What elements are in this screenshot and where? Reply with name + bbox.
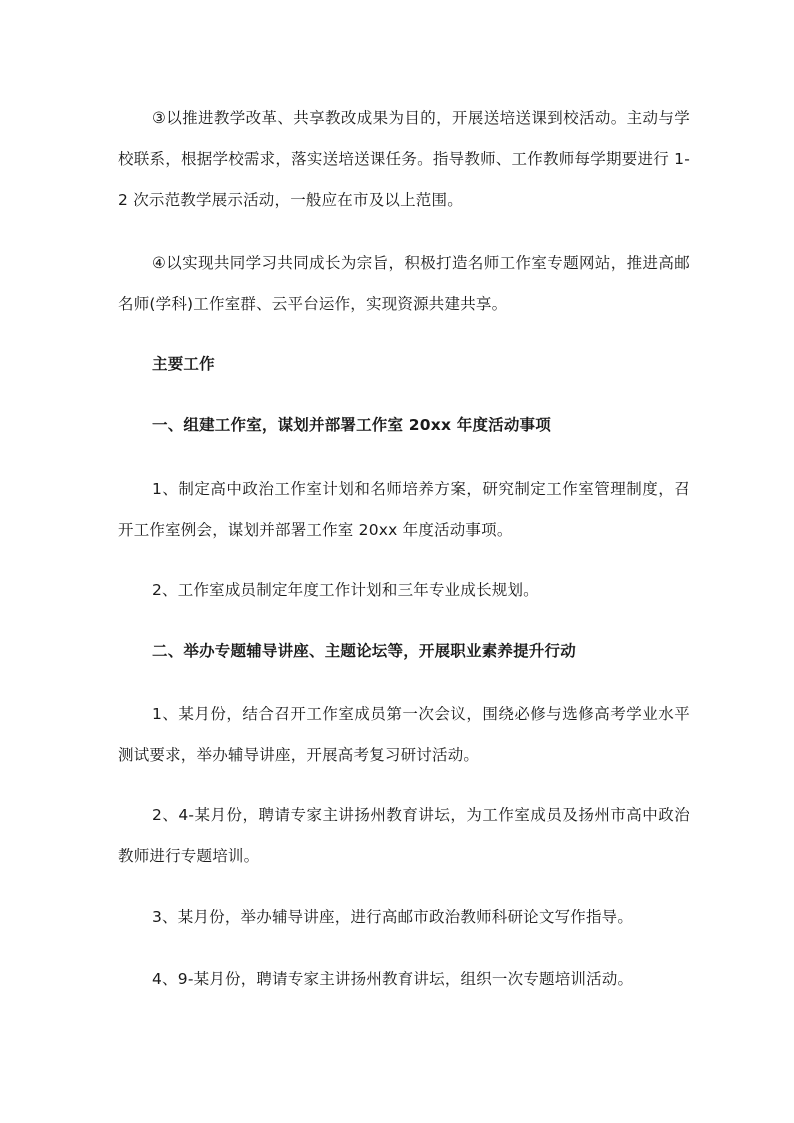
paragraph-4: ④以实现共同学习共同成长为宗旨，积极打造名师工作室专题网站，推进高邮名师(学科)工作室群、云平台运作，实现资源共建共享。: [118, 254, 690, 313]
list-item-2-3: 3、某月份，举办辅导讲座，进行高邮市政治教师科研论文写作指导。: [152, 908, 634, 926]
paragraph-3: ③以推进教学改革、共享教改成果为目的，开展送培送课到校活动。主动与学校联系，根据学校需求，落实送培送课任务。指导教师、工作教师每学期要进行 1-2 次示范教学展示活动，一般应在市及以上范围。: [118, 109, 690, 209]
list-item-1-2: 2、工作室成员制定年度工作计划和三年专业成长规划。: [152, 581, 539, 599]
section-heading-one: 一、组建工作室，谋划并部署工作室 20xx 年度活动事项: [152, 416, 551, 434]
list-item-1-1: 1、制定高中政治工作室计划和名师培养方案，研究制定工作室管理制度，召开工作室例会，谋划并部署工作室 20xx 年度活动事项。: [118, 480, 690, 539]
section-heading-two: 二、举办专题辅导讲座、主题论坛等，开展职业素养提升行动: [152, 642, 576, 660]
section-heading-main-work: 主要工作: [152, 355, 215, 373]
list-item-2-1: 1、某月份，结合召开工作室成员第一次会议，围绕必修与选修高考学业水平测试要求，举办辅导讲座，开展高考复习研讨活动。: [118, 705, 690, 764]
list-item-2-2: 2、4-某月份，聘请专家主讲扬州教育讲坛，为工作室成员及扬州市高中政治教师进行专题培训。: [118, 806, 690, 865]
list-item-2-4: 4、9-某月份，聘请专家主讲扬州教育讲坛，组织一次专题培训活动。: [152, 970, 634, 988]
